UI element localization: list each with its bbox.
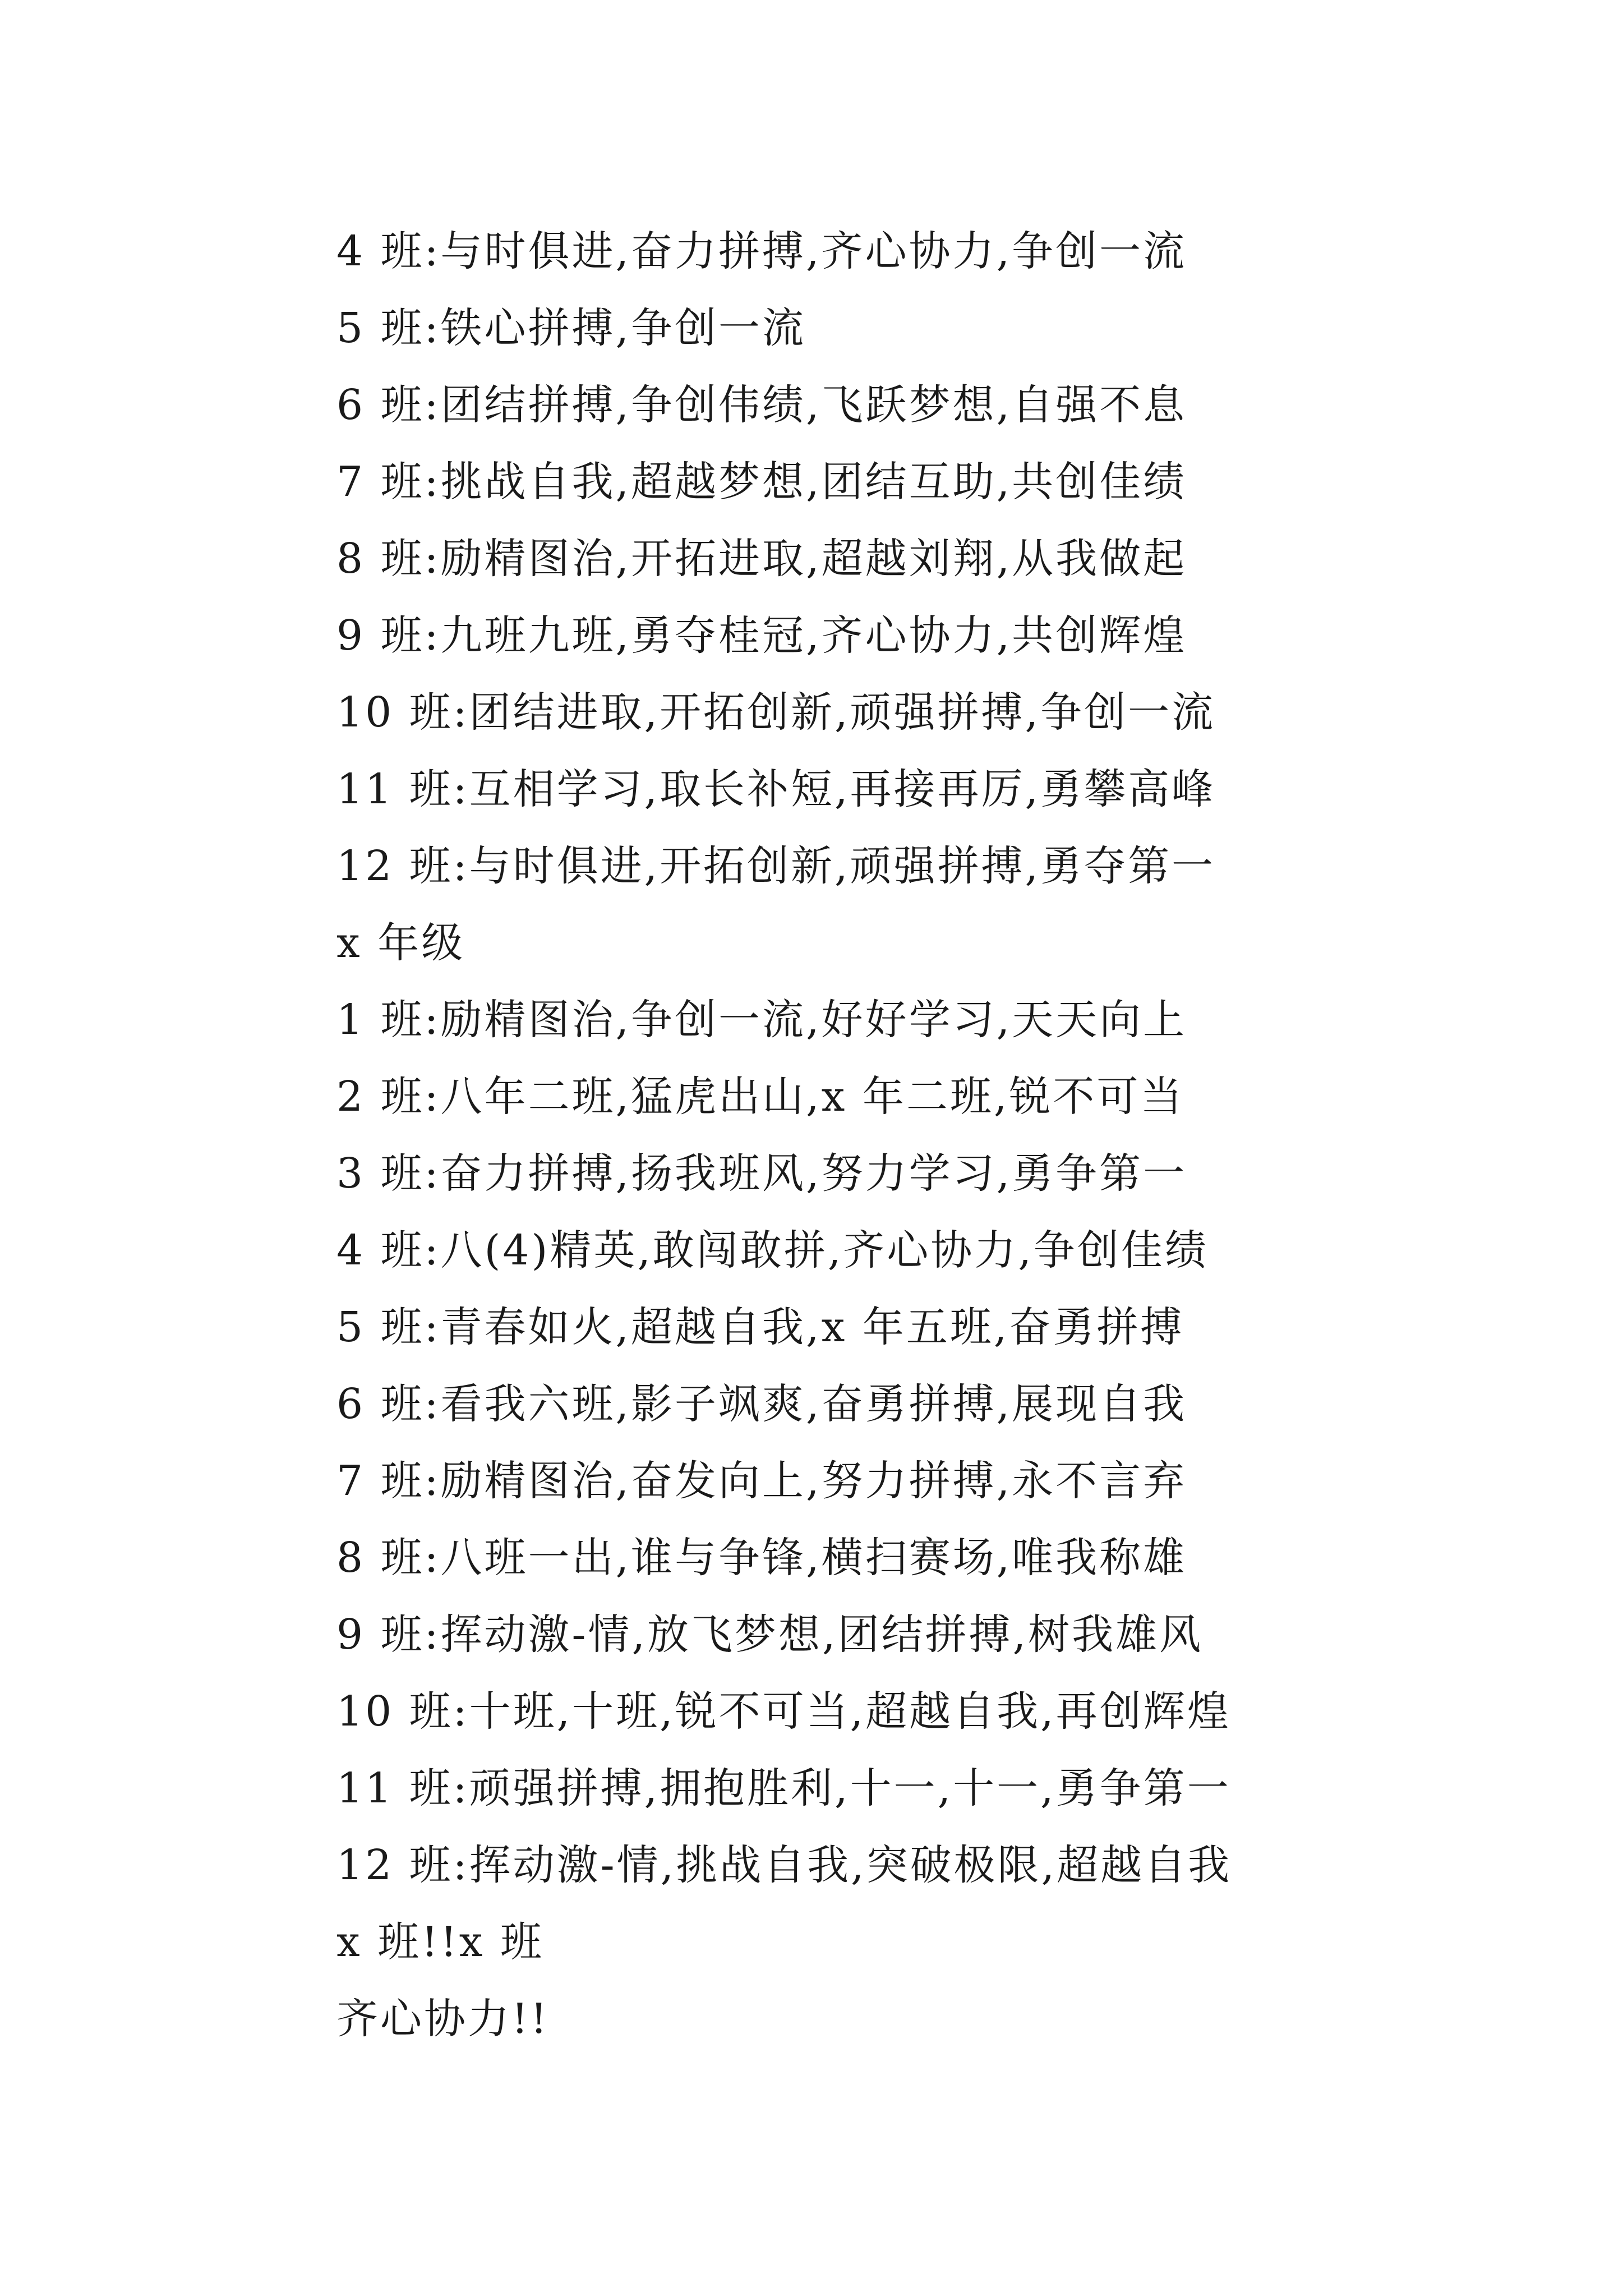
text-line-grade-b-class-5: 5 班:青春如火,超越自我,x 年五班,奋勇拼搏 xyxy=(336,1303,1184,1351)
text-line-grade-b-class-10: 10 班:十班,十班,锐不可当,超越自我,再创辉煌 xyxy=(336,1687,1231,1736)
text-line-grade-a-class-12: 12 班:与时俱进,开拓创新,顽强拼搏,勇夺第一 xyxy=(336,842,1216,890)
text-line-grade-a-class-6: 6 班:团结拼搏,争创伟绩,飞跃梦想,自强不息 xyxy=(336,381,1187,429)
text-line-grade-a-class-11: 11 班:互相学习,取长补短,再接再厉,勇攀高峰 xyxy=(336,765,1216,813)
text-line-grade-a-class-5: 5 班:铁心拼搏,争创一流 xyxy=(336,304,806,352)
text-line-grade-b-class-6: 6 班:看我六班,影子飒爽,奋勇拼搏,展现自我 xyxy=(336,1380,1187,1428)
document-body xyxy=(336,213,1458,2058)
text-line-grade-a-class-4: 4 班:与时俱进,奋力拼搏,齐心协力,争创一流 xyxy=(336,227,1187,275)
text-line-grade-b-class-8: 8 班:八班一出,谁与争锋,横扫赛场,唯我称雄 xyxy=(336,1534,1187,1582)
section-heading-grade: x 年级 xyxy=(336,919,465,967)
text-line-closing: 齐心协力!! xyxy=(336,1995,550,2043)
text-line-grade-b-class-4: 4 班:八(4)精英,敢闯敢拼,齐心协力,争创佳绩 xyxy=(336,1226,1209,1274)
text-line-grade-b-class-9: 9 班:挥动激-情,放飞梦想,团结拼搏,树我雄风 xyxy=(336,1611,1204,1659)
text-line-grade-b-class-2: 2 班:八年二班,猛虎出山,x 年二班,锐不可当 xyxy=(336,1073,1184,1121)
text-line-grade-a-class-10: 10 班:团结进取,开拓创新,顽强拼搏,争创一流 xyxy=(336,688,1216,737)
text-line-grade-a-class-7: 7 班:挑战自我,超越梦想,团结互助,共创佳绩 xyxy=(336,458,1187,506)
text-line-grade-b-class-1: 1 班:励精图治,争创一流,好好学习,天天向上 xyxy=(336,996,1187,1044)
text-line-grade-b-class-12: 12 班:挥动激-情,挑战自我,突破极限,超越自我 xyxy=(336,1841,1232,1889)
text-line-grade-b-class-3: 3 班:奋力拼搏,扬我班风,努力学习,勇争第一 xyxy=(336,1149,1187,1198)
text-line-grade-b-class-11: 11 班:顽强拼搏,拥抱胜利,十一,十一,勇争第一 xyxy=(336,1764,1231,1812)
text-line-cheer: x 班!!x 班 xyxy=(336,1918,544,1966)
text-line-grade-b-class-7: 7 班:励精图治,奋发向上,努力拼搏,永不言弃 xyxy=(336,1457,1187,1505)
text-line-grade-a-class-9: 9 班:九班九班,勇夺桂冠,齐心协力,共创辉煌 xyxy=(336,611,1187,660)
text-line-grade-a-class-8: 8 班:励精图治,开拓进取,超越刘翔,从我做起 xyxy=(336,535,1187,583)
